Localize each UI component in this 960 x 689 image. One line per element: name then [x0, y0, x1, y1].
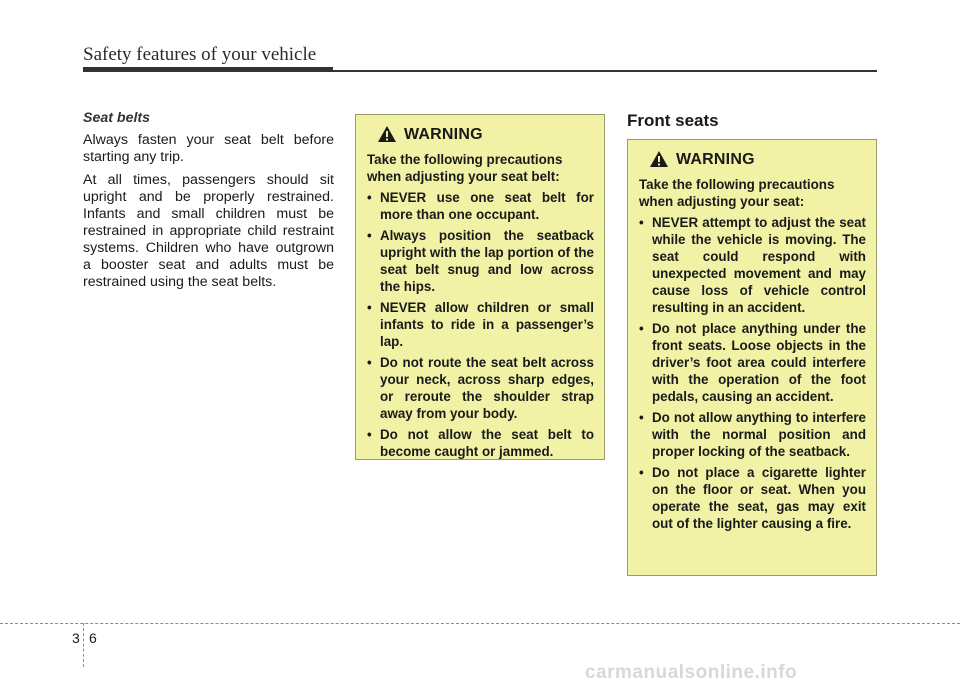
- warning-intro: Take the following precautions when adjusting your seat belt:: [367, 152, 563, 184]
- list-item: • NEVER use one seat belt for more than one occupant.: [367, 189, 594, 223]
- warning-triangle-icon: [649, 150, 669, 168]
- warning-header: [649, 150, 866, 168]
- header-rule-thin: [333, 70, 877, 72]
- warning-list: [639, 214, 866, 532]
- list-item: • NEVER attempt to adjust the seat while the vehicle is moving. The seat could respond with unexpected movement and may cause loss of vehicle control resulting in an accident.: [639, 214, 866, 316]
- warning-triangle-icon: [377, 125, 397, 143]
- warning-title: WARNING: [676, 150, 755, 168]
- list-item: • Do not route the seat belt across your neck, across sharp edges, or reroute the shoulder strap away from your body.: [367, 354, 594, 422]
- list-item: • Do not place a cigarette lighter on the floor or seat. When you operate the seat, gas may exit out of the lighter causing a fire.: [639, 464, 866, 532]
- warning-title: WARNING: [404, 125, 483, 143]
- seat-belt-warning-box: [355, 114, 605, 460]
- list-item: • NEVER allow children or small infants to ride in a passenger’s lap.: [367, 299, 594, 350]
- page-number: 6: [89, 630, 97, 646]
- header-rule-thick: [83, 67, 333, 72]
- chapter-number: 3: [72, 630, 80, 646]
- footer-rule: [0, 623, 960, 624]
- warning-list: [367, 189, 594, 460]
- list-item: • Do not place anything under the front seats. Loose objects in the driver’s foot area could interfere with the operation of the foot pedals, causing an accident.: [639, 320, 866, 405]
- seat-belts-paragraph-2: At all times, passengers should sit upright and be properly restrained. Infants and small children must be restrained in appropriate child restraint systems. Children who have outgrown a booster seat and adults must be restrained using the seat belts.: [83, 172, 334, 290]
- warning-header: [377, 125, 594, 143]
- watermark: carmanualsonline.info: [585, 662, 798, 683]
- seat-belts-section: [83, 110, 334, 297]
- seat-belts-paragraph-1: Always fasten your seat belt before starting any trip.: [83, 132, 334, 165]
- list-item: • Always position the seatback upright with the lap portion of the seat belt snug and low across the hips.: [367, 227, 594, 295]
- footer-divider: [83, 623, 84, 667]
- front-seat-warning-box: [627, 139, 877, 576]
- list-item: • Do not allow the seat belt to become caught or jammed.: [367, 426, 594, 460]
- seat-belts-heading: Seat belts: [83, 110, 151, 126]
- section-title: Safety features of your vehicle: [83, 44, 317, 65]
- list-item: • Do not allow anything to interfere with the normal position and proper locking of the seatback.: [639, 409, 866, 460]
- front-seats-heading: Front seats: [627, 111, 719, 130]
- warning-intro: Take the following precautions when adjusting your seat:: [639, 177, 835, 209]
